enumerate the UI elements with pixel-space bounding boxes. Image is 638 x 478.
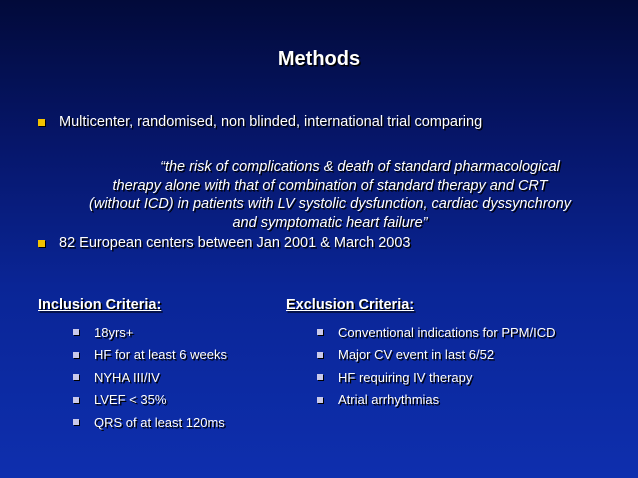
sub-bullet-icon [73, 329, 79, 335]
list-item [73, 366, 227, 389]
quote-line: and symptomatic heart failure” [232, 214, 428, 231]
sub-bullet-icon [73, 419, 79, 425]
list-item-text: HF for at least 6 weeks [94, 347, 227, 363]
trial-aim-quote [50, 158, 610, 232]
list-item [73, 321, 227, 344]
list-item-text: NYHA III/IV [94, 369, 160, 385]
list-item [317, 321, 556, 344]
exclusion-list [317, 321, 556, 411]
bullet-text: Multicenter, randomised, non blinded, international trial comparing [59, 114, 483, 130]
bullet-centers [38, 235, 410, 251]
quote-line: (without ICD) in patients with LV systolic dysfunction, cardiac dyssynchrony [89, 196, 571, 212]
slide-title: Methods [277, 48, 361, 70]
sub-bullet-icon [317, 397, 323, 403]
list-item [73, 411, 227, 434]
sub-bullet-icon [73, 374, 79, 380]
list-item [73, 344, 227, 367]
list-item-text: QRS of at least 120ms [94, 414, 225, 430]
inclusion-heading: Inclusion Criteria: [38, 297, 162, 313]
list-item-text: 18yrs+ [94, 324, 134, 340]
list-item [73, 389, 227, 412]
quote-line: therapy alone with that of combination of standard therapy and CRT [112, 177, 548, 194]
list-item-text: LVEF < 35% [94, 392, 167, 408]
sub-bullet-icon [317, 352, 323, 358]
list-item [317, 389, 556, 412]
square-bullet-icon [38, 240, 45, 247]
inclusion-list [73, 321, 227, 434]
list-item-text: Conventional indications for PPM/ICD [338, 324, 556, 340]
square-bullet-icon [38, 119, 45, 126]
quote-line: “the risk of complications & death of standard pharmacological [160, 159, 560, 175]
list-item-text: Atrial arrhythmias [338, 392, 440, 408]
exclusion-heading: Exclusion Criteria: [286, 297, 415, 313]
bullet-text: 82 European centers between Jan 2001 & March 2003 [59, 235, 411, 251]
list-item-text: HF requiring IV therapy [338, 369, 473, 385]
sub-bullet-icon [73, 397, 79, 403]
sub-bullet-icon [317, 374, 323, 380]
list-item [317, 344, 556, 367]
bullet-trial-design [38, 114, 482, 130]
sub-bullet-icon [317, 329, 323, 335]
sub-bullet-icon [73, 352, 79, 358]
list-item [317, 366, 556, 389]
list-item-text: Major CV event in last 6/52 [338, 347, 495, 363]
